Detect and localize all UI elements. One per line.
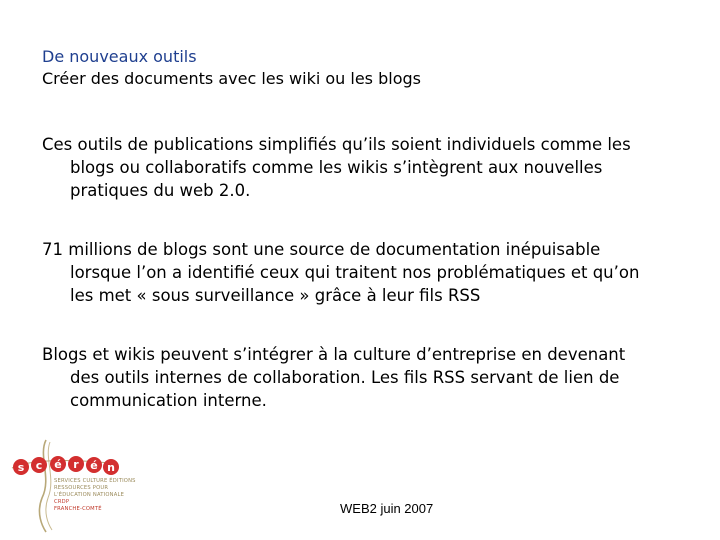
logo-letter: é xyxy=(54,458,62,471)
paragraph-line: Ces outils de publications simplifiés qu’ils soient individuels comme les xyxy=(42,135,631,154)
slide-title xyxy=(42,46,421,90)
logo-caption xyxy=(54,478,136,513)
logo-letter: n xyxy=(107,461,115,474)
paragraph-line: communication interne. xyxy=(70,391,267,410)
title-line-2: Créer des documents avec les wiki ou les blogs xyxy=(42,69,421,88)
paragraph-web2-tools xyxy=(42,133,682,202)
logo-caption-line: L'ÉDUCATION NATIONALE xyxy=(54,492,125,498)
paragraph-enterprise-culture xyxy=(42,343,682,412)
logo-letter: r xyxy=(73,458,79,471)
paragraph-line: 71 millions de blogs sont une source de documentation inépuisable xyxy=(42,240,601,259)
paragraph-line: pratiques du web 2.0. xyxy=(70,181,251,200)
logo-caption-line: SERVICES CULTURE ÉDITIONS xyxy=(54,478,136,484)
logo-letter: é xyxy=(90,459,98,472)
logo-circles xyxy=(13,456,119,475)
logo-letter: s xyxy=(17,461,25,474)
logo-letter: c xyxy=(35,459,43,472)
logo-crdp-line: FRANCHE-COMTÉ xyxy=(54,506,102,512)
slide-footer: WEB2 juin 2007 xyxy=(340,501,434,516)
paragraph-line: lorsque l’on a identifié ceux qui traitent nos problématiques et qu’on xyxy=(70,263,640,282)
title-line-1: De nouveaux outils xyxy=(42,47,197,66)
logo-crdp-line: CRDP xyxy=(54,499,70,505)
paragraph-line: blogs ou collaboratifs comme les wikis s’intègrent aux nouvelles xyxy=(70,158,603,177)
paragraph-blogs-documentation xyxy=(42,238,682,307)
paragraph-line: les met « sous surveillance » grâce à leur fils RSS xyxy=(70,286,481,305)
logo-caption-line: RESSOURCES POUR xyxy=(54,485,109,491)
paragraph-line: des outils internes de collaboration. Les fils RSS servant de lien de xyxy=(70,368,620,387)
paragraph-line: Blogs et wikis peuvent s’intégrer à la culture d’entreprise en devenant xyxy=(42,345,626,364)
